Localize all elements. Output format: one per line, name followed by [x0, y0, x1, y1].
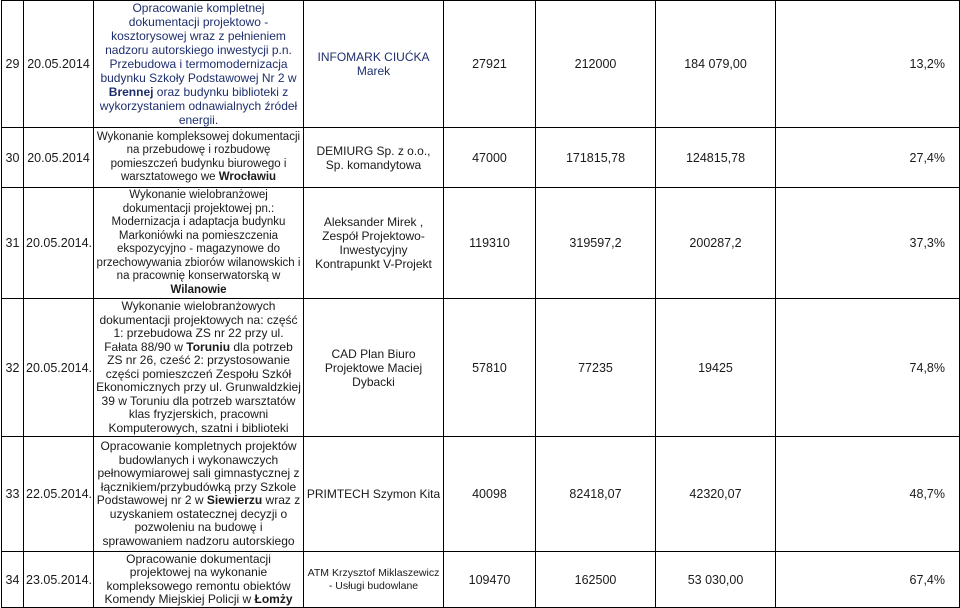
row-date: 20.05.2014.	[24, 299, 94, 437]
table-row	[2, 1, 960, 128]
row-percent: 74,8%	[776, 299, 960, 437]
row-value-2: 171815,78	[536, 128, 656, 188]
row-contractor: ATM Krzysztof Miklaszewicz - Usługi budowlane	[304, 552, 444, 608]
row-value-3: 42320,07	[656, 437, 776, 552]
table-row	[2, 437, 960, 552]
row-percent: 37,3%	[776, 188, 960, 299]
row-date: 23.05.2014.	[24, 552, 94, 608]
table-row	[2, 128, 960, 188]
row-date: 20.05.2014	[24, 128, 94, 188]
row-value-2: 212000	[536, 1, 656, 128]
row-value-1: 40098	[444, 437, 536, 552]
table-row	[2, 188, 960, 299]
row-contractor: PRIMTECH Szymon Kita	[304, 437, 444, 552]
row-value-3: 124815,78	[656, 128, 776, 188]
row-contractor: DEMIURG Sp. z o.o., Sp. komandytowa	[304, 128, 444, 188]
row-value-1: 109470	[444, 552, 536, 608]
row-value-2: 319597,2	[536, 188, 656, 299]
row-percent: 67,4%	[776, 552, 960, 608]
row-description: Wykonanie wielobranżowych dokumentacji projektowych na: część 1: przebudowa ZS nr 22 przy ul. Fałata 88/90 w Toruniu dla potrzeb ZS nr 26, cześć 2: przystosowanie części pomieszczeń Zespołu Szkół Ekonomicznych przy ul. Grunwaldzkiej 39 w Toruniu dla potrzeb warsztatów klas fryzjerskich, pracowni Komputerowych, szatni i biblioteki	[94, 299, 304, 437]
row-number: 34	[2, 552, 24, 608]
row-value-1: 27921	[444, 1, 536, 128]
row-value-2: 162500	[536, 552, 656, 608]
row-value-2: 82418,07	[536, 437, 656, 552]
row-contractor: Aleksander Mirek , Zespół Projektowo-Inwestycyjny Kontrapunkt V-Projekt	[304, 188, 444, 299]
row-description: Opracowanie dokumentacji projektowej na wykonanie kompleksowego remontu obiektów Komendy Miejskiej Policji w Łomży	[94, 552, 304, 608]
row-description: Opracowanie kompletnej dokumentacji projektowo - kosztorysowej wraz z pełnieniem nadzoru autorskiego inwestycji p.n. Przebudowa i termomodernizacja budynku Szkoły Podstawowej Nr 2 w Brennej oraz budynku biblioteki z wykorzystaniem odnawialnych źródeł energii.	[94, 1, 304, 128]
table-row	[2, 299, 960, 437]
row-percent: 13,2%	[776, 1, 960, 128]
row-number: 31	[2, 188, 24, 299]
row-value-3: 184 079,00	[656, 1, 776, 128]
table-row	[2, 552, 960, 608]
row-percent: 48,7%	[776, 437, 960, 552]
row-contractor: CAD Plan Biuro Projektowe Maciej Dybacki	[304, 299, 444, 437]
contracts-table	[1, 0, 960, 608]
row-number: 30	[2, 128, 24, 188]
row-value-3: 53 030,00	[656, 552, 776, 608]
row-number: 29	[2, 1, 24, 128]
row-description: Wykonanie wielobranżowej dokumentacji projektowej pn.: Modernizacja i adaptacja budynku Markoniówki na pomieszczenia ekspozycyjno - magazynowe do przechowywania zbiorów wilanowskich i na pracownię konserwatorską w Wilanowie	[94, 188, 304, 299]
row-value-1: 57810	[444, 299, 536, 437]
row-contractor: INFOMARK CIUĆKA Marek	[304, 1, 444, 128]
row-value-3: 19425	[656, 299, 776, 437]
row-value-1: 119310	[444, 188, 536, 299]
row-date: 22.05.2014.	[24, 437, 94, 552]
row-number: 32	[2, 299, 24, 437]
row-number: 33	[2, 437, 24, 552]
row-date: 20.05.2014	[24, 1, 94, 128]
row-value-2: 77235	[536, 299, 656, 437]
row-percent: 27,4%	[776, 128, 960, 188]
row-value-1: 47000	[444, 128, 536, 188]
row-description: Wykonanie kompleksowej dokumentacji na przebudowę i rozbudowę pomieszczeń budynku biurowego i warsztatowego we Wrocławiu	[94, 128, 304, 188]
row-value-3: 200287,2	[656, 188, 776, 299]
row-description: Opracowanie kompletnych projektów budowlanych i wykonawczych pełnowymiarowej sali gimnastycznej z łącznikiem/przybudówką przy Szkole Podstawowej nr 2 w Siewierzu wraz z uzyskaniem ostatecznej decyzji o pozwoleniu na budowę i sprawowaniem nadzoru autorskiego	[94, 437, 304, 552]
row-date: 20.05.2014.	[24, 188, 94, 299]
